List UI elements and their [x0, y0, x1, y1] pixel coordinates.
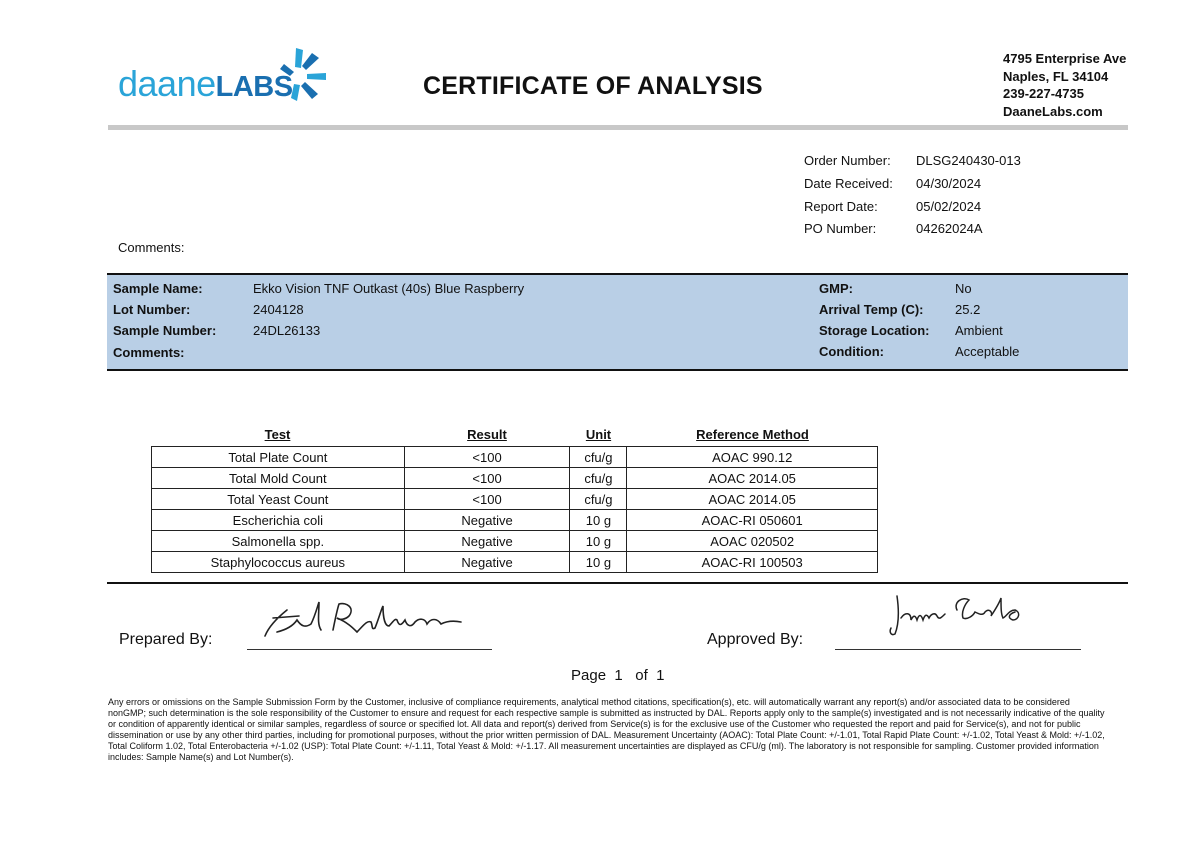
result-cell: Negative [404, 510, 570, 531]
test-cell: Total Plate Count [152, 447, 405, 468]
col-header-test: Test [264, 427, 291, 442]
test-cell: Staphylococcus aureus [152, 552, 405, 573]
result-cell: <100 [404, 489, 570, 510]
method-cell: AOAC-RI 100503 [627, 552, 878, 573]
method-cell: AOAC 020502 [627, 531, 878, 552]
date-received-value: 04/30/2024 [916, 175, 982, 191]
method-cell: AOAC 2014.05 [627, 489, 878, 510]
unit-cell: 10 g [570, 531, 627, 552]
lab-address [1003, 50, 1126, 120]
order-info [804, 153, 1021, 244]
test-cell: Total Yeast Count [152, 489, 405, 510]
date-received-label: Date Received: [804, 175, 893, 191]
method-cell: AOAC 2014.05 [627, 468, 878, 489]
address-street: 4795 Enterprise Ave [1003, 51, 1127, 66]
page-of-label: of [635, 667, 648, 684]
report-date-value: 05/02/2024 [916, 198, 982, 214]
page-indicator [571, 667, 664, 684]
legal-disclaimer: Any errors or omissions on the Sample Submission Form by the Customer, inclusive of compliance requirements, analytical method citations, specification(s), etc. will automatically warrant any report(s) and/or associated data to be considered nonGMP; such determination is the sole responsibility of the Customer to ensure and request for each respective sample is submitted as instructed by DAL. Reports apply only to the sample(s) investigated and is not necessarily indicative of the quality or condition of apparently identical or similar samples, regardless of source or specified lot. All data and report(s) derived from Service(s) is for the exclusive use of the Customer who requested the report and paid for Service(s), and not for public dissemination or use by any other third parties, including for promotional purposes, without the prior written permission of DAL. Measurement Uncertainty (AOAC): Total Plate Count: +/-1.01, Total Rapid Plate Count: +/-1.02, Total Yeast & Mold: +/-1.02, Total Coliform 1.02, Total Enterobacteria +/-1.02 (USP): Total Plate Count: +/-1.11, Total Yeast & Mold: +/-1.17. All measurement uncertainties are displayed as CFU/g (ml). The laboratory is not responsible for sampling. Customer provided information includes: Sample Name(s) and Lot Number(s). [108, 697, 1105, 762]
arrival-temp-value: 25.2 [955, 302, 981, 317]
logo-text-labs: LABS [215, 71, 293, 103]
col-header-reference-method: Reference Method [696, 427, 809, 442]
order-number-label: Order Number: [804, 153, 891, 168]
po-number-row [804, 221, 1021, 244]
test-cell: Total Mold Count [152, 468, 405, 489]
test-cell: Salmonella spp. [152, 531, 405, 552]
result-cell: Negative [404, 552, 570, 573]
sample-name-label: Sample Name: [113, 281, 203, 296]
page-label: Page [571, 667, 607, 684]
result-cell: <100 [404, 447, 570, 468]
header-divider [108, 125, 1128, 130]
prepared-by-signature [255, 596, 475, 644]
lot-number-label: Lot Number: [113, 302, 191, 317]
sample-number-label: Sample Number: [113, 323, 217, 338]
prepared-by-label: Prepared By: [119, 631, 213, 648]
unit-cell: cfu/g [570, 447, 627, 468]
unit-cell: cfu/g [570, 489, 627, 510]
result-cell: <100 [404, 468, 570, 489]
sample-info-panel [107, 273, 1128, 371]
results-table [151, 446, 878, 573]
approved-by-line [835, 649, 1081, 650]
page-current: 1 [614, 667, 623, 684]
result-cell: Negative [404, 531, 570, 552]
col-header-result: Result [467, 427, 507, 442]
condition-label: Condition: [819, 344, 884, 359]
document-title: CERTIFICATE OF ANALYSIS [423, 72, 763, 100]
sample-name-value: Ekko Vision TNF Outkast (40s) Blue Raspberry [253, 281, 525, 296]
report-date-label: Report Date: [804, 198, 878, 214]
lot-number-value: 2404128 [253, 302, 304, 317]
approved-by-signature [885, 590, 1035, 640]
prepared-by-line [247, 649, 492, 650]
gmp-label: GMP: [819, 281, 853, 296]
comments-label: Comments: [118, 240, 185, 255]
gmp-value: No [955, 281, 972, 296]
approved-by-label: Approved By: [707, 631, 804, 648]
address-website: DaaneLabs.com [1003, 103, 1103, 119]
col-header-unit: Unit [585, 427, 612, 442]
sample-comments-label: Comments: [113, 345, 185, 360]
storage-location-value: Ambient [955, 323, 1003, 338]
unit-cell: 10 g [570, 510, 627, 531]
po-number-value: 04262024A [916, 221, 983, 237]
logo-text-daane: daane [118, 63, 216, 104]
unit-cell: 10 g [570, 552, 627, 573]
table-row [152, 489, 878, 510]
page-total: 1 [656, 667, 665, 684]
unit-cell: cfu/g [570, 468, 627, 489]
report-date-row [804, 199, 1021, 222]
table-row [152, 468, 878, 489]
condition-value: Acceptable [955, 344, 1020, 359]
order-number-row [804, 153, 1021, 176]
arrival-temp-label: Arrival Temp (C): [819, 302, 924, 317]
address-city: Naples, FL 34104 [1003, 68, 1109, 84]
sample-number-value: 24DL26133 [253, 323, 321, 338]
po-number-label: PO Number: [804, 221, 877, 237]
date-received-row [804, 176, 1021, 199]
storage-location-label: Storage Location: [819, 323, 930, 338]
company-logo-text [118, 63, 293, 104]
table-row [152, 531, 878, 552]
logo-star-icon [272, 46, 328, 102]
table-row [152, 552, 878, 573]
test-cell: Escherichia coli [152, 510, 405, 531]
address-phone: 239-227-4735 [1003, 86, 1084, 101]
table-row [152, 447, 878, 468]
results-divider [107, 582, 1128, 584]
method-cell: AOAC 990.12 [627, 447, 878, 468]
table-row [152, 510, 878, 531]
order-number-value: DLSG240430-013 [916, 153, 1021, 168]
method-cell: AOAC-RI 050601 [627, 510, 878, 531]
